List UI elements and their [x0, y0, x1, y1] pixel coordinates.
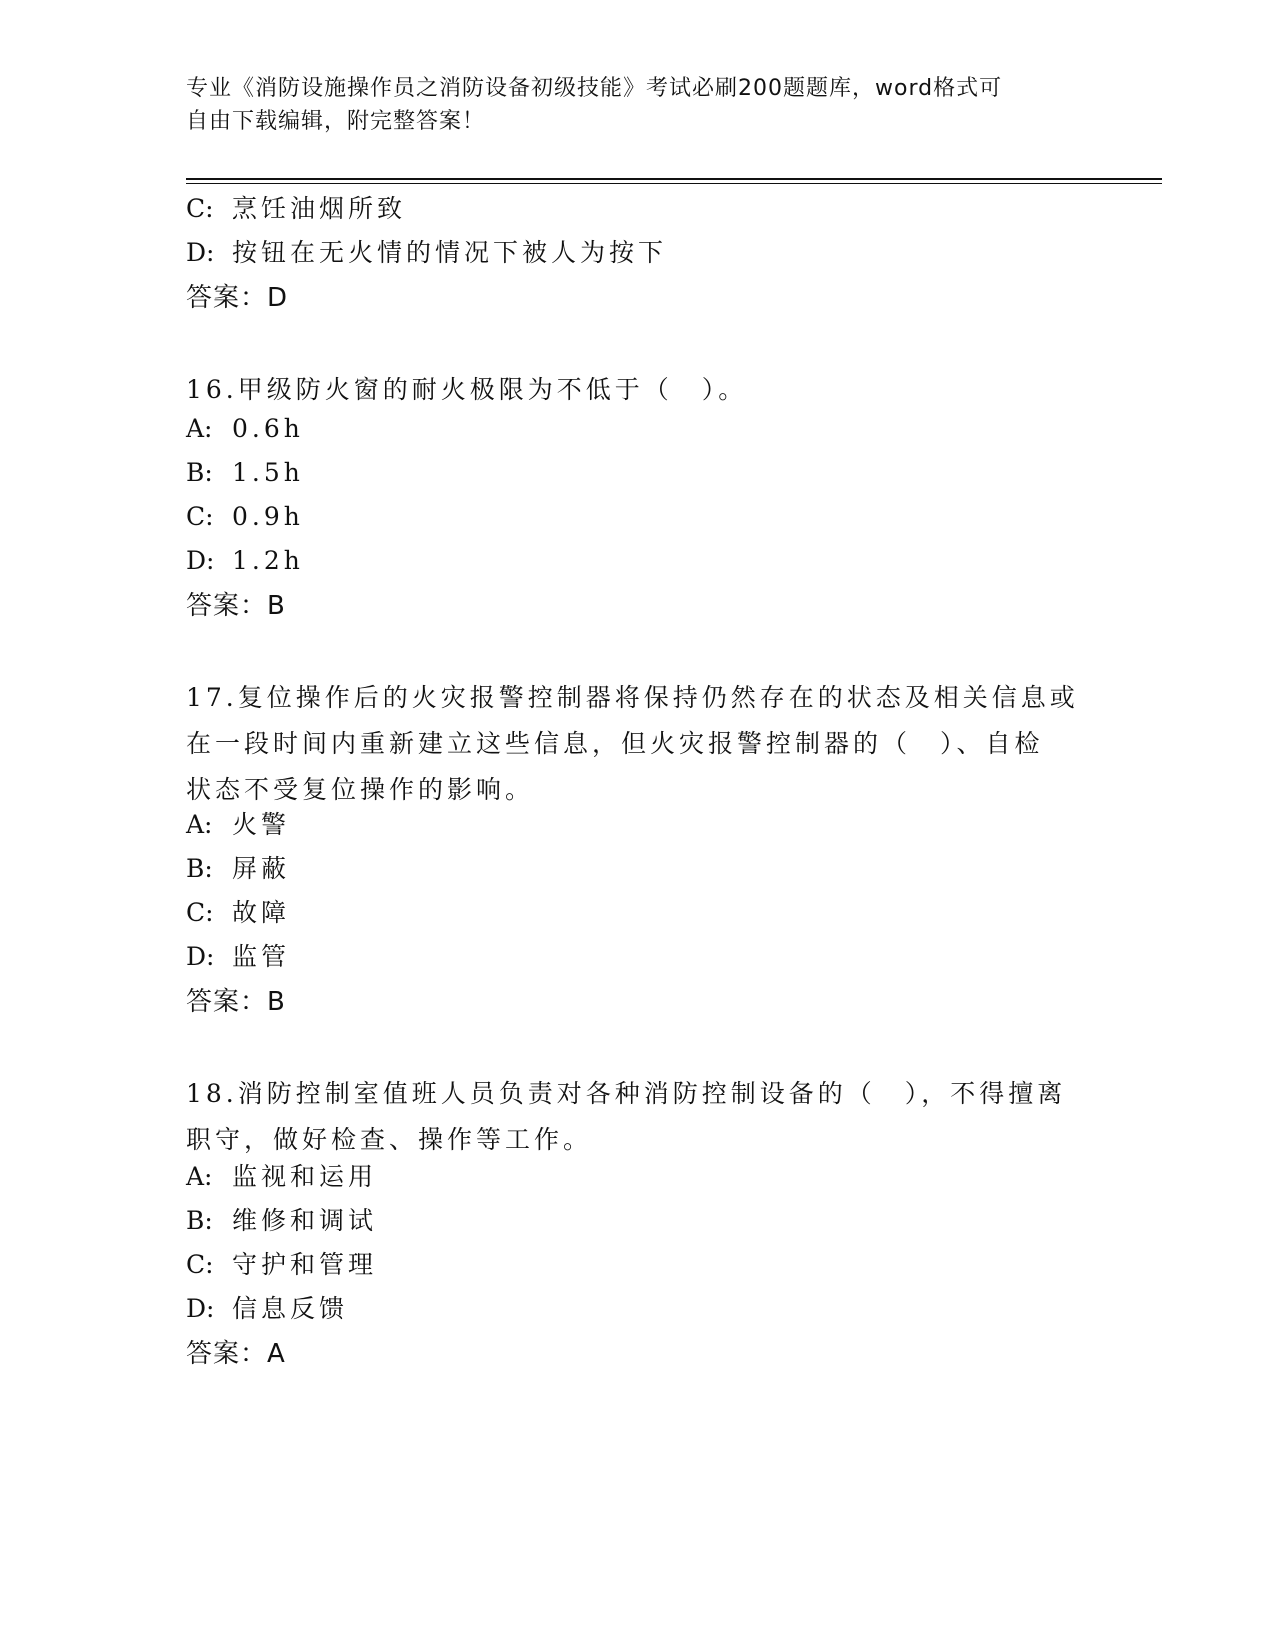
- option-text: 火警: [232, 810, 291, 839]
- option-text: 1.2h: [232, 546, 304, 575]
- answer-line: 答案：A: [186, 1339, 286, 1369]
- question-16-text: [186, 367, 1086, 413]
- option-b: [186, 854, 290, 884]
- option-c: [186, 898, 290, 928]
- option-d: [186, 238, 667, 268]
- option-text: 监视和运用: [232, 1162, 378, 1191]
- option-text: 信息反馈: [232, 1294, 349, 1323]
- option-letter: D:: [186, 238, 215, 267]
- option-text: 屏蔽: [232, 854, 291, 883]
- option-c: [186, 502, 304, 532]
- option-d: [186, 942, 290, 972]
- option-letter: C:: [186, 898, 214, 927]
- option-a: [186, 1162, 377, 1192]
- option-letter: B:: [186, 854, 213, 883]
- option-text: 0.9h: [232, 502, 304, 531]
- option-letter: C:: [186, 194, 214, 223]
- option-c: [186, 1250, 377, 1280]
- answer-line: 答案：B: [186, 987, 286, 1017]
- option-text: 1.5h: [232, 458, 304, 487]
- header-line-2: 自由下载编辑，附完整答案！: [186, 109, 486, 134]
- option-a: [186, 414, 304, 444]
- option-letter: B:: [186, 1206, 213, 1235]
- answer-line: 答案：D: [186, 283, 289, 313]
- question-line: 17.复位操作后的火灾报警控制器将保持仍然存在的状态及相关信息或: [186, 683, 1079, 712]
- option-letter: D:: [186, 942, 215, 971]
- option-text: 故障: [232, 898, 291, 927]
- option-letter: D:: [186, 546, 215, 575]
- option-text: 按钮在无火情的情况下被人为按下: [232, 238, 668, 267]
- document-header: [186, 72, 1086, 138]
- question-line: 16.甲级防火窗的耐火极限为不低于（ ）。: [186, 375, 748, 404]
- option-text: 监管: [232, 942, 291, 971]
- header-rule-thin: [186, 183, 1162, 184]
- option-text: 维修和调试: [232, 1206, 378, 1235]
- option-text: 烹饪油烟所致: [232, 194, 407, 223]
- question-line: 18.消防控制室值班人员负责对各种消防控制设备的（ ），不得擅离: [186, 1079, 1067, 1108]
- option-b: [186, 458, 304, 488]
- question-line: 状态不受复位操作的影响。: [186, 775, 535, 804]
- option-letter: B:: [186, 458, 213, 487]
- option-text: 0.6h: [232, 414, 304, 443]
- option-letter: A:: [186, 810, 213, 839]
- header-rule-thick: [186, 178, 1162, 180]
- question-17-text: [186, 675, 1086, 813]
- option-c: [186, 194, 406, 224]
- option-d: [186, 546, 304, 576]
- question-line: 在一段时间内重新建立这些信息，但火灾报警控制器的（ ）、自检: [186, 729, 1044, 758]
- answer-line: 答案：B: [186, 591, 286, 621]
- option-letter: D:: [186, 1294, 215, 1323]
- question-line: 职守，做好检查、操作等工作。: [186, 1125, 593, 1154]
- option-letter: C:: [186, 502, 214, 531]
- option-text: 守护和管理: [232, 1250, 378, 1279]
- option-letter: A:: [186, 414, 213, 443]
- question-18-text: [186, 1071, 1086, 1163]
- header-line-1: 专业《消防设施操作员之消防设备初级技能》考试必刷200题题库，word格式可: [186, 76, 1003, 101]
- option-letter: A:: [186, 1162, 213, 1191]
- option-b: [186, 1206, 377, 1236]
- option-letter: C:: [186, 1250, 214, 1279]
- option-a: [186, 810, 290, 840]
- option-d: [186, 1294, 348, 1324]
